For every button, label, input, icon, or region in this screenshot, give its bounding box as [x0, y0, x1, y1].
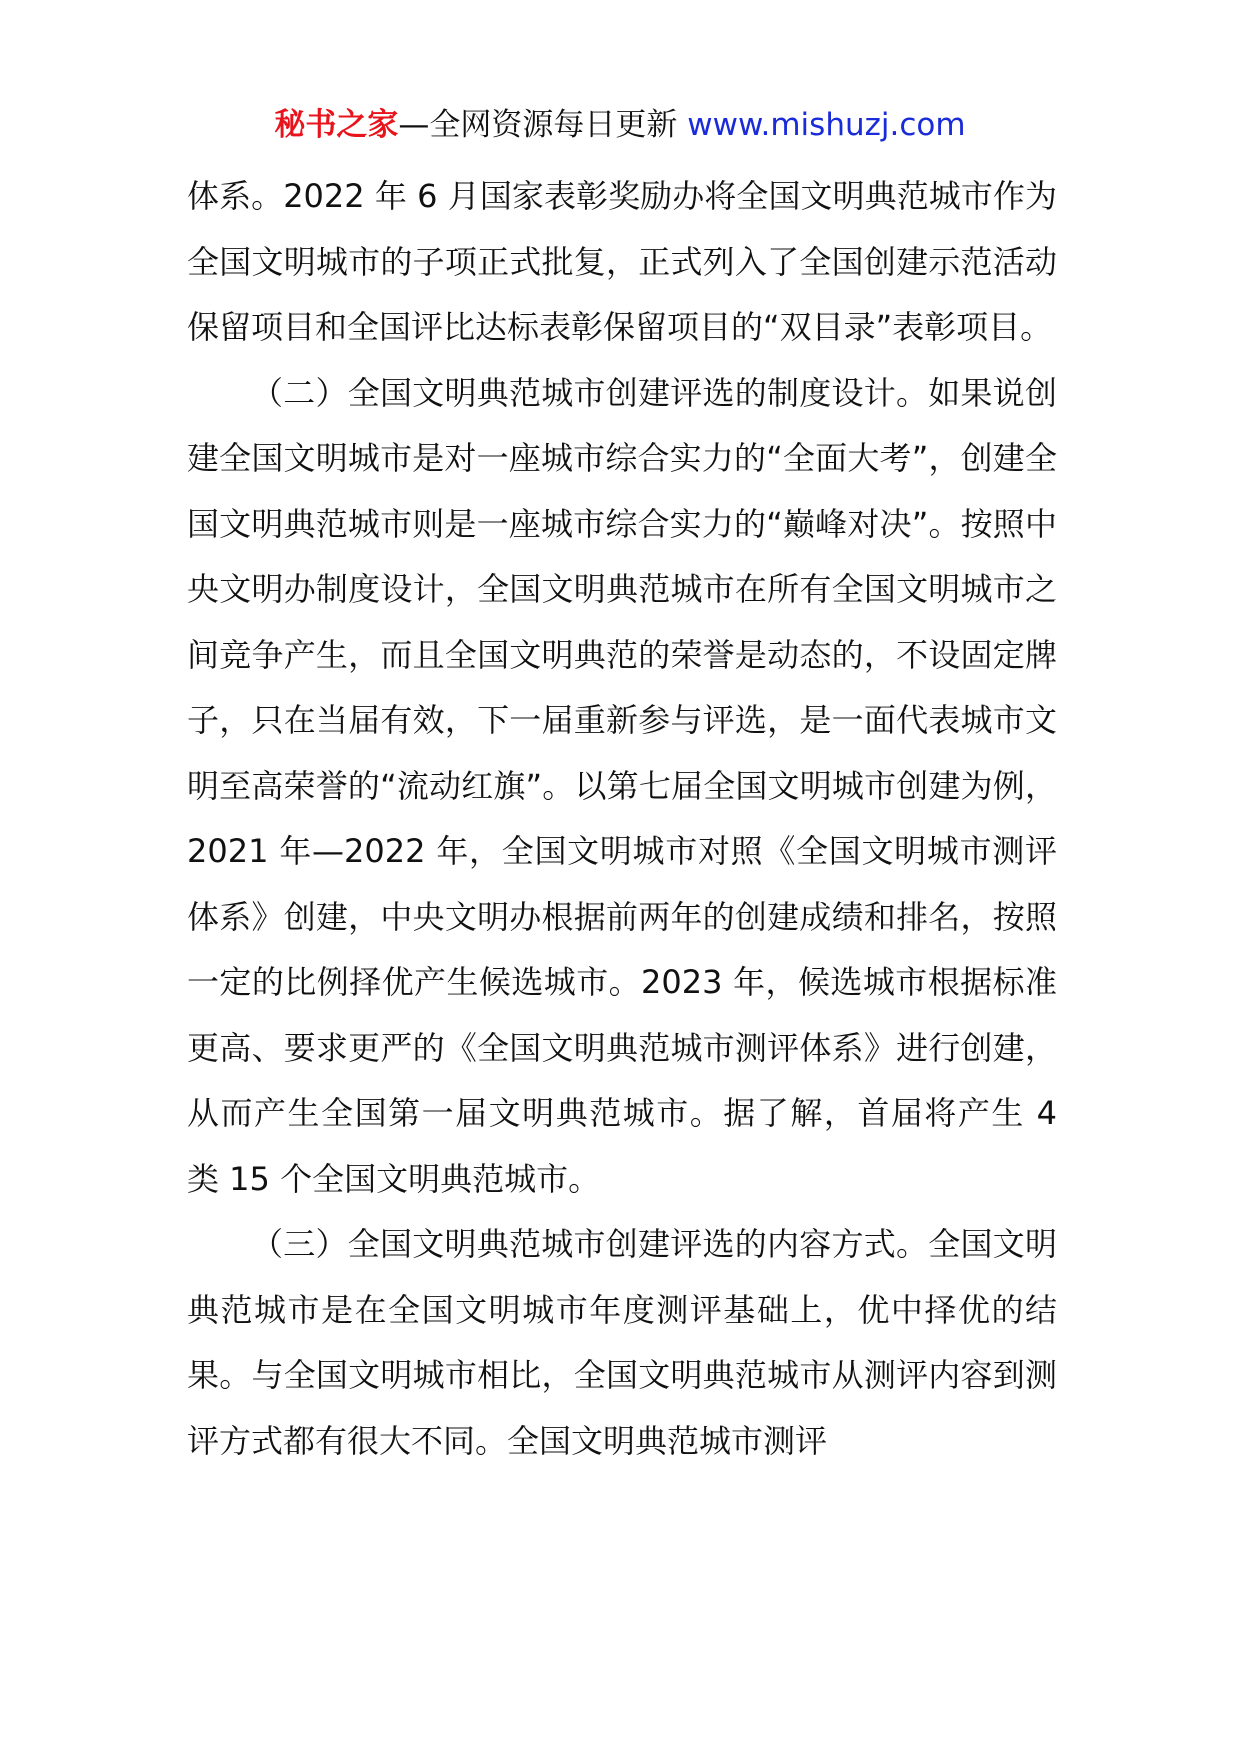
website-link[interactable]: www.mishuzj.com	[687, 107, 966, 143]
paragraph-section-2: （二）全国文明典范城市创建评选的制度设计。如果说创建全国文明城市是对一座城市综合实力的“全面大考”，创建全国文明典范城市则是一座城市综合实力的“巅峰对决”。按照中央文明办制度设计，全国文明典范城市在所有全国文明城市之间竞争产生，而且全国文明典范的荣誉是动态的，不设固定牌子，只在当届有效，下一届重新参与评选，是一面代表城市文明至高荣誉的“流动红旗”。以第七届全国文明城市创建为例，2021 年—2022 年，全国文明城市对照《全国文明城市测评体系》创建，中央文明办根据前两年的创建成绩和排名，按照一定的比例择优产生候选城市。2023 年，候选城市根据标准更高、要求更严的《全国文明典范城市测评体系》进行创建，从而产生全国第一届文明典范城市。据了解，首届将产生 4 类 15 个全国文明典范城市。	[187, 373, 1057, 1198]
page-header	[0, 100, 1240, 150]
paragraph-continuation: 体系。2022 年 6 月国家表彰奖励办将全国文明典范城市作为全国文明城市的子项正式批复，正式列入了全国创建示范活动保留项目和全国评比达标表彰保留项目的“双目录”表彰项目。	[187, 177, 1057, 346]
header-tagline: —全网资源每日更新	[398, 107, 678, 143]
document-body	[187, 164, 1057, 1474]
brand-name: 秘书之家	[274, 107, 399, 143]
paragraph-section-3: （三）全国文明典范城市创建评选的内容方式。全国文明典范城市是在全国文明城市年度测评基础上，优中择优的结果。与全国文明城市相比，全国文明典范城市从测评内容到测评方式都有很大不同。全国文明典范城市测评	[187, 1225, 1057, 1460]
